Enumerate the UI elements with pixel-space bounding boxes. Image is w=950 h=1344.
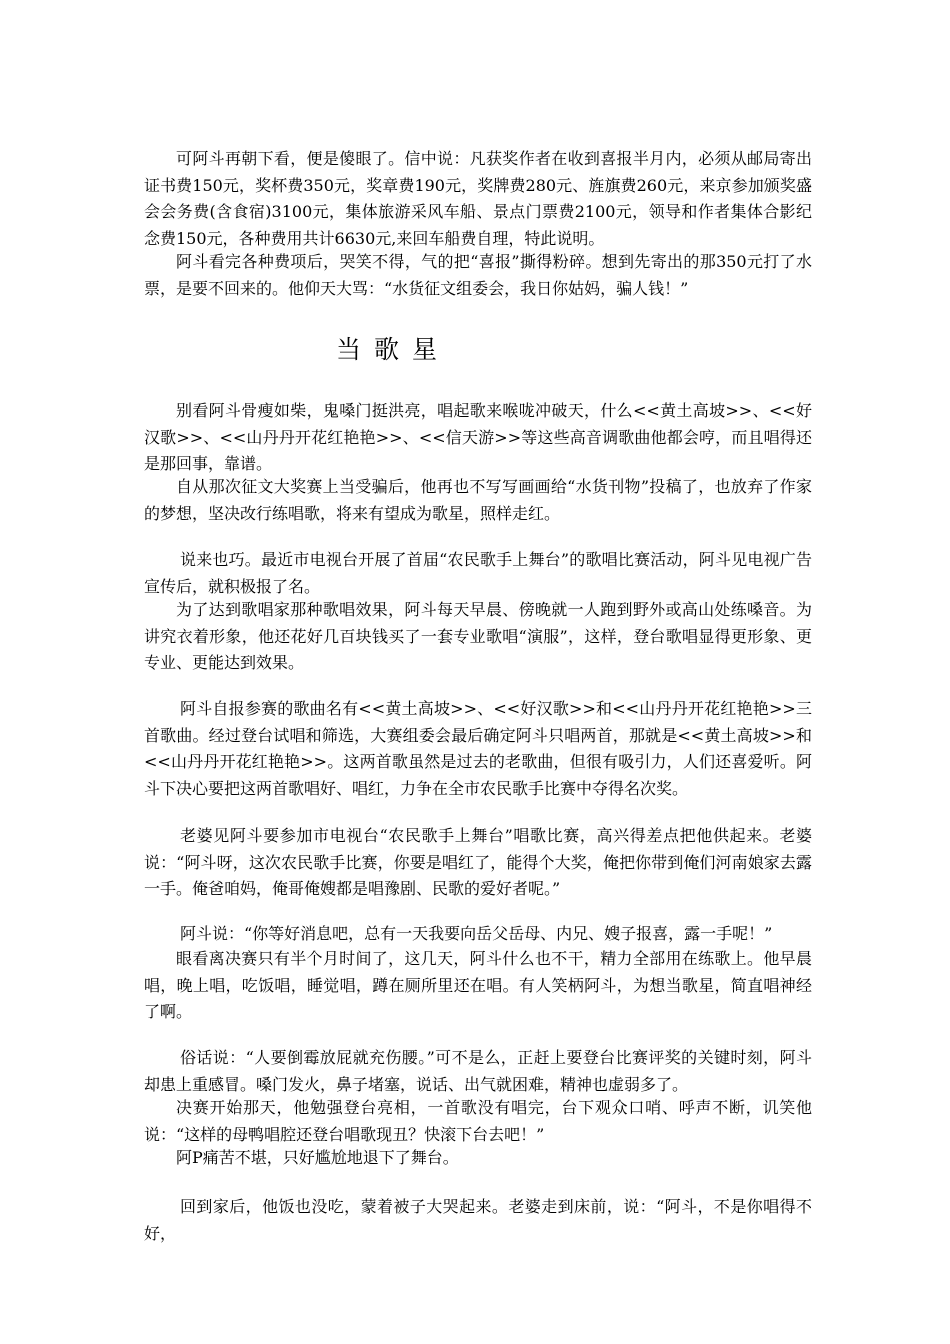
paragraph-contest-signup: 说来也巧。最近市电视台开展了首届“农民歌手上舞台”的歌唱比赛活动，阿斗见电视广告宣传后，就积极报了名。 [144,550,812,596]
paragraph-final-performance: 决赛开始那天，他勉强登台亮相，一首歌没有唱完，台下观众口哨、呼声不断，讥笑他说：“这样的母鸭唱腔还登台唱歌现丑？快滚下台去吧！” [144,1098,812,1144]
paragraph-leaves-stage: 阿P痛苦不堪，只好尴尬地退下了舞台。 [176,1148,459,1167]
paragraph-practice: 为了达到歌唱家那种歌唱效果，阿斗每天早晨、傍晚就一人跑到野外或高山处练嗓音。为讲究衣着形象，他还花好几百块钱买了一套专业歌唱“演服”，这样，登台歌唱显得更形象、更专业、更能达到效果。 [144,600,812,672]
paragraph-song-selection: 阿斗自报参赛的歌曲名有<<黄土高坡>>、<<好汉歌>>和<<山丹丹开花红艳艳>>三首歌曲。经过登台试唱和筛选，大赛组委会最后确定阿斗只唱两首，那就是<<黄土高坡>>和<<山丹丹开花红艳艳>>。这两首歌虽然是过去的老歌曲，但很有吸引力，人们还喜爱听。阿斗下决心要把这两首歌唱好、唱红，力争在全市农民歌手比赛中夺得名次奖。 [144,699,812,798]
paragraph-career-change: 自从那次征文大奖赛上当受骗后，他再也不写写画画给“水货刊物”投稿了，也放弃了作家的梦想，坚决改行练唱歌，将来有望成为歌星，照样走红。 [144,477,812,523]
paragraph-returns-home: 回到家后，他饭也没吃，蒙着被子大哭起来。老婆走到床前，说：“阿斗，不是你唱得不好， [144,1197,812,1243]
paragraph-singing-voice: 别看阿斗骨瘦如柴，鬼嗓门挺洪亮，唱起歌来喉咙冲破天，什么<<黄土高坡>>、<<好汉歌>>、<<山丹丹开花红艳艳>>、<<信天游>>等这些高音调歌曲他都会哼，而且唱得还是那回事，靠谱。 [144,401,812,473]
paragraph-intense-practice: 眼看离决赛只有半个月时间了，这几天，阿斗什么也不干，精力全部用在练歌上。他早晨唱，晚上唱，吃饭唱，睡觉唱，蹲在厕所里还在唱。有人笑柄阿斗，为想当歌星，简直唱神经了啊。 [144,949,812,1021]
paragraph-wife-reaction: 老婆见阿斗要参加市电视台“农民歌手上舞台”唱歌比赛，高兴得差点把他供起来。老婆说：“阿斗呀，这次农民歌手比赛，你要是唱红了，能得个大奖，俺把你带到俺们河南娘家去露一手。俺爸咱妈，俺哥俺嫂都是唱豫剧、民歌的爱好者呢。” [144,826,812,898]
paragraph-torn-notice: 阿斗看完各种费项后，哭笑不得，气的把“喜报”撕得粉碎。想到先寄出的那350元打了水票，是要不回来的。他仰天大骂：“水货征文组委会，我日你姑妈，骗人钱！” [144,252,812,298]
section-title: 当歌星 [336,335,451,364]
paragraph-catches-cold: 俗话说：“人要倒霉放屁就充伤腰。”可不是么，正赶上要登台比赛评奖的关键时刻，阿斗却患上重感冒。嗓门发火，鼻子堵塞，说话、出气就困难，精神也虚弱多了。 [144,1048,812,1094]
paragraph-fees-letter: 可阿斗再朝下看，便是傻眼了。信中说：凡获奖作者在收到喜报半月内，必须从邮局寄出证书费150元，奖杯费350元，奖章费190元，奖牌费280元、旌旗费260元，来京参加颁奖盛会会务费(含食宿)3100元，集体旅游采风车船、景点门票费2100元，领导和作者集体合影纪念费150元，各种费用共计6630元,来回车船费自理，特此说明。 [144,149,812,248]
paragraph-adou-reply: 阿斗说：“你等好消息吧，总有一天我要向岳父岳母、内兄、嫂子报喜，露一手呢！” [180,924,773,943]
